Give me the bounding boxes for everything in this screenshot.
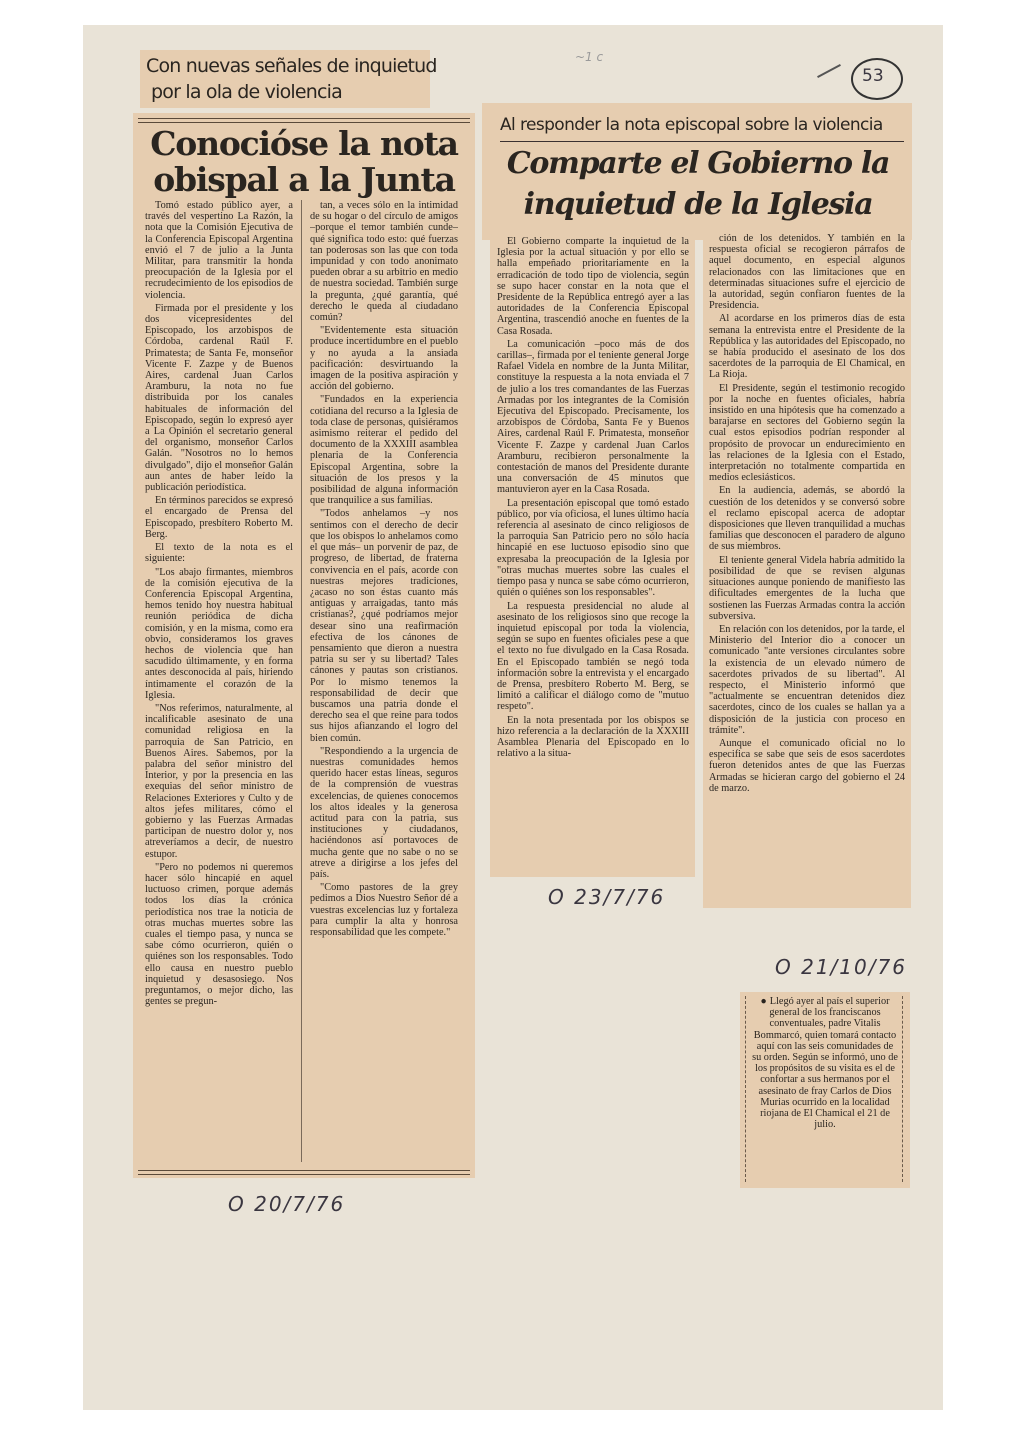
article-3-bullet: ● xyxy=(760,996,767,1007)
article-1-paragraph: "Como pastores de la grey pedimos a Dios Nuestro Señor dé a vuestras excelencias luz y fortaleza para cumplir la alta y honrosa responsabilidad que les compete." xyxy=(310,882,458,938)
article-2-paragraph: El teniente general Videla habría admitido la posibilidad de que se revisen algunas situaciones aunque poniendo de manifiesto las dificultades emergentes de la lucha que sostienen las Fuerzas Armadas contra la acción subversiva. xyxy=(709,554,905,622)
article-3-border-right xyxy=(902,996,905,1182)
article-3-border-left xyxy=(745,996,748,1182)
article-2-paragraph: En la audiencia, además, se abordó la cuestión de los detenidos y se conversó sobre el reclamo episcopal acerca de adoptar disposiciones que lleven tranquilidad a muchas familias que desconocen el paradero de alguno de sus miembros. xyxy=(709,485,905,553)
article-2-paragraph: La presentación episcopal que tomó estado público, por vía oficiosa, el lunes último hacía referencia al asesinato de cinco religiosos de la parroquia San Patricio pero no sólo hacía hincapié en ese luctuoso episodio sino que expresaba la preocupación de la Iglesia por "otras muchas muertes sobre las cuales el tiempo pasa y nunca se sabe cómo ocurrieron, quién o quiénes son los responsables". xyxy=(497,497,689,599)
article-1-paragraph: tan, a veces sólo en la intimidad de su hogar o del círculo de amigos –porque el temor también cunde– qué significa todo esto: qué fuerzas tan poderosas son las que con toda impunidad y con todo anonimato pueden obrar a su arbitrio en medio de nuestra sociedad. También surge la pregunta, ¿qué garantía, qué derecho le queda al ciudadano común? xyxy=(310,200,458,324)
article-1-paragraph: Firmada por el presidente y los dos vicepresidentes del Episcopado, los arzobispos de Córdoba, cardenal Raúl F. Primatesta; de Santa Fe, monseñor Vicente F. Zazpe y de Buenos Aires, cardenal Juan Carlos Aramburu, la nota no fue distribuida por los canales habituales de información del Episcopado, según lo expresó ayer a La Opinión el secretario general del organismo, monseñor Carlos Galán. "Nosotros no lo hemos divulgado", dijo el monseñor Galán aun antes de haber leído la publicación periodística. xyxy=(145,302,293,494)
article-1-paragraph: El texto de la nota es el siguiente: xyxy=(145,542,293,565)
article-2-paragraph: La respuesta presidencial no alude al asesinato de los religiosos sino que recoge la inquietud episcopal por toda la violencia, según se supo en fuentes oficiales pese a que el texto no fue divulgado en la Casa Rosada. En el Episcopado también se negó toda información sobre la entrevista y el encargado de Prensa, presbítero Roberto M. Berg, se limitó a calificar el diálogo como de "mutuo respeto". xyxy=(497,600,689,713)
article-1-paragraph: "Respondiendo a la urgencia de nuestras comunidades hemos querido hacer estas líneas, seguros de la comprensión de vuestras excelencias, de quienes conocemos los altos ideales y la generosa actitud para con la patria, sus instituciones y ciudadanos, haciéndonos así portavoces de mucha gente que no sabe o no se atreve a dirigirse a los jefes del país. xyxy=(310,745,458,880)
article-1-kicker-line2: por la ola de violencia xyxy=(151,81,342,103)
article-2-kicker: Al responder la nota episcopal sobre la violencia xyxy=(500,115,883,135)
article-2-paragraph: En relación con los detenidos, por la tarde, el Ministerio del Interior dio a conocer un comunicado "ante versiones circulantes sobre la existencia de un elevado número de sacerdotes privados de su libertad". Al respecto, el Ministerio informó que "actualmente se encuentran detenidos diez sacerdotes, cinco de los cuales se hallan ya a disposición de la justicia con proceso en trámite". xyxy=(709,623,905,736)
article-2-paragraph: En la nota presentada por los obispos se hizo referencia a la declaración de la XXXIII Asamblea Plenaria del Episcopado en lo relativo a la situa- xyxy=(497,714,689,760)
article-2-paragraph: Aunque el comunicado oficial no lo especifica se sabe que seis de esos sacerdotes fueron detenidos antes de que las Fuerzas Armadas se hicieran cargo del gobierno el 24 de marzo. xyxy=(709,737,905,794)
article-1-headline-line2: obispal a la Junta xyxy=(153,160,455,199)
article-1-column-2 xyxy=(310,200,458,1168)
article-1-kicker-line1: Con nuevas señales de inquietud xyxy=(146,55,437,77)
article-2-paragraph: El Presidente, según el testimonio recogido por la noche en fuentes oficiales, habría insistido en una hipótesis que ha comenzado a barajarse en sectores del Gobierno según la cual estos episodios podrían responder al propósito de provocar un endurecimiento en las relaciones de la Iglesia con el Estado, interpretación no totalmente compartida en medios eclesiásticos. xyxy=(709,382,905,484)
article-1-date-note: O 20/7/76 xyxy=(228,1192,346,1216)
article-2-headline-line2: inquietud de la Iglesia xyxy=(523,187,873,222)
article-2-paragraph: ción de los detenidos. Y también en la respuesta oficial se recogieron párrafos de aquel documento, en especial algunos relacionados con las limitaciones que en determinadas situaciones sufre el ejercicio de la autoridad, según confiaron fuentes de la Presidencia. xyxy=(709,233,905,312)
article-1-paragraph: "Todos anhelamos –y nos sentimos con el derecho de decir que los obispos lo anhelamos como el que más– un porvenir de paz, de progreso, de libertad, de fraterna convivencia en el país, acorde con nuestras mejores tradiciones, ¿acaso no son éstas cuanto más antiguas y arraigadas, tanto más cristianas?, ¿qué podríamos mejor desear sino una reafirmación efectiva de los cánones de pensamiento que dieron a nuestra patria su ser y su libertad? Tales cánones y pautas son cristianos. Por lo mismo tenemos la responsabilidad de decir que buscamos una patria donde el derecho sea el que reine para todos sus hijos afianzando el logro del bien común. xyxy=(310,508,458,744)
article-1-paragraph: "Evidentemente esta situación produce incertidumbre en el pueblo y no ayuda a la ansiada pacificación: desvirtuando la imagen de la positiva aspiración y acción del gobierno. xyxy=(310,325,458,393)
article-2-paragraph: La comunicación –poco más de dos carillas–, firmada por el teniente general Jorge Rafael Videla en nombre de la Junta Militar, constituye la respuesta a la nota enviada el 7 de julio a los tres comandantes de las Fuerzas Armadas por los integrantes de la Comisión Ejecutiva del Episcopado. Precisamente, los arzobispos de Córdoba, Santa Fe y Buenos Aires, cardenal Raúl F. Primatesta, monseñor Vicente F. Zazpe y cardenal Juan Carlos Aramburu, recibieron personalmente la contestación de manos del Presidente durante una conversación de 45 minutos que mantuvieron ayer en la Casa Rosada. xyxy=(497,338,689,496)
article-1-paragraph: "Pero no podemos ni queremos hacer sólo hincapié en aquel luctuoso crimen, porque además todos los días la crónica periodística nos trae la noticia de otras muchas muertes sobre las cuales el tiempo pasa, y nunca se sabe cómo ocurrieron, quién o quiénes son los responsables. Todo ello causa en nuestro pueblo inquietud y desasosiego. Nos preguntamos, o mejor dicho, las gentes se pregun- xyxy=(145,861,293,1008)
article-3-body: Llegó ayer al país el superior general de los franciscanos conventuales, padre Vitalis Bommarcó, quien tomará contacto aquí con las seis comunidades de su orden. Según se informó, uno de los propósitos de su visita es el de confortar a sus hermanos por el asesinato de fray Carlos de Dios Murias ocurrido en la localidad riojana de El Chamical el 21 de julio. xyxy=(752,996,898,1131)
article-3-text xyxy=(752,996,898,1184)
article-1-paragraph: "Nos referimos, naturalmente, al incalificable asesinato de una comunidad religiosa en la parroquia de San Patricio, en Buenos Aires. Sabemos, por la palabra del señor ministro del Interior, y por la presencia en las exequias del señor ministro de Relaciones Exteriores y Culto y de altos jefes militares, cómo el gobierno y las Fuerzas Armadas participan de nuestro dolor y, nos atreveríamos a decir, de nuestro estupor. xyxy=(145,702,293,860)
page-number: 53 xyxy=(862,66,884,86)
article-3-date-note: O 21/10/76 xyxy=(775,955,907,979)
article-1-column-rule xyxy=(301,200,302,1162)
article-2-date-note: O 23/7/76 xyxy=(548,885,666,909)
article-2-column-1 xyxy=(497,236,689,873)
article-1-paragraph: Tomó estado público ayer, a través del vespertino La Razón, la nota que la Comisión Ejecutiva de la Conferencia Episcopal Argentina envió el 7 de julio a la Junta Militar, para transmitir la honda preocupación de la Iglesia por el recrudecimiento de los episodios de violencia. xyxy=(145,200,293,301)
article-2-kicker-rule xyxy=(500,141,904,142)
article-2-paragraph: Al acordarse en los primeros días de esta semana la entrevista entre el Presidente de la República y las autoridades del Episcopado, no se había producido el asesinato de los dos sacerdotes de la parroquia de El Chamical, en La Rioja. xyxy=(709,313,905,381)
article-1-bottom-rule xyxy=(138,1170,470,1175)
article-1-paragraph: "Los abajo firmantes, miembros de la comisión ejecutiva de la Conferencia Episcopal Argentina, hemos tenido hoy nuestra habitual reunión periódica de dicha comisión, y en la misma, como era obvio, consideramos los graves hechos de violencia que han sacudido últimamente, y en forma antes desconocida al país, hiriendo íntimamente el corazón de la Iglesia. xyxy=(145,566,293,701)
article-1-headline-line1: Conocióse la nota xyxy=(150,124,458,163)
article-1-top-rule xyxy=(138,118,470,123)
article-2-paragraph: El Gobierno comparte la inquietud de la Iglesia por la actual situación y por ello se halla empeñado prioritariamente en la erradicación de todo tipo de violencia, según se supo hacer constar en la nota que el Presidente de la República entregó ayer a las autoridades de la Conferencia Episcopal Argentina, trascendió anoche en fuentes de la Casa Rosada. xyxy=(497,236,689,337)
article-1-paragraph: En términos parecidos se expresó el encargado de Prensa del Episcopado, presbítero Roberto M. Berg. xyxy=(145,495,293,540)
article-1-paragraph: "Fundados en la experiencia cotidiana del recurso a la Iglesia de toda clase de personas, quisiéramos asimismo reiterar el pedido del documento de la XXXIII asamblea plenaria de la Conferencia Episcopal Argentina, sobre la situación de los presos y la posibilidad de alguna información que tranquilice a sus familias. xyxy=(310,394,458,507)
article-2-headline-line1: Comparte el Gobierno la xyxy=(506,146,890,181)
pencil-marks: ~1 c xyxy=(575,50,604,64)
article-1-column-1 xyxy=(145,200,293,1168)
